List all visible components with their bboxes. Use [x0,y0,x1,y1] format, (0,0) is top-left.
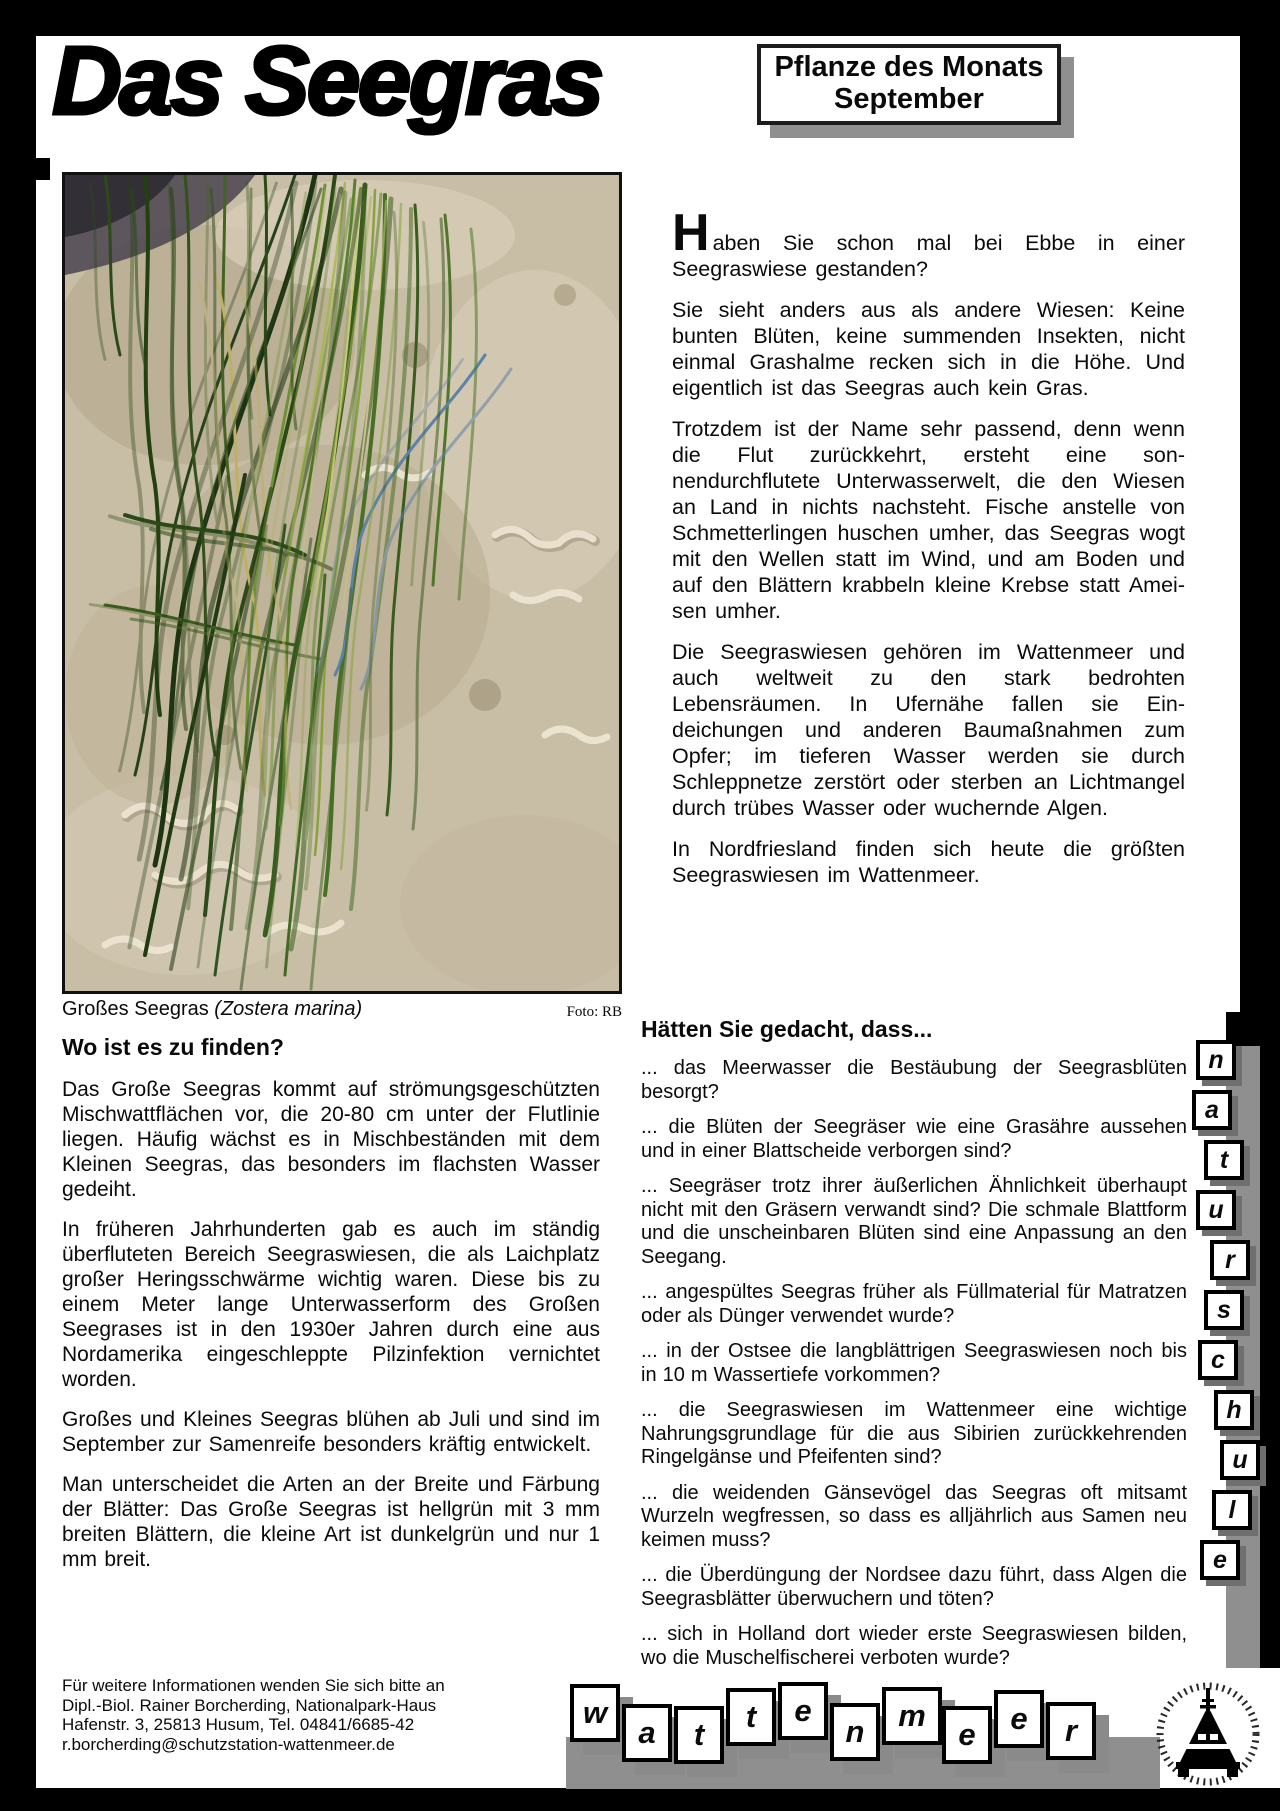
page-border-left [0,0,36,1811]
contact-block [62,1676,532,1754]
fact-item: ... die Überdüngung der Nordsee dazu führt, dass Algen die Seegrasblätter überwuchern und töten? [641,1564,1187,1610]
contact-line: Dipl.-Biol. Rainer Borcherding, Nationalpark-Haus [62,1695,437,1715]
fact-item: ... die weidenden Gänsevögel das Seegras oft mitsamt Wurzeln wegfressen, so dass es alljährlich aus Samen neu keimen muss? [641,1481,1187,1551]
initial-cap: H [672,204,710,262]
vertical-letter-tile: c [1198,1340,1238,1380]
facts-heading: Hätten Sie gedacht, dass... [641,1016,933,1042]
seagrass-photo-image [65,175,619,991]
bottom-letter-tile: n [830,1703,880,1761]
schutzstation-wattenmeer-lighthouse-logo [1152,1678,1264,1790]
photo-credit: Foto: RB [566,1004,622,1020]
photo-caption [62,998,482,1021]
left-paragraph: Großes und Kleines Seegras blühen ab Juli und sind im September zur Samenreife besonders kräftig entwickelt. [62,1408,600,1456]
right-paragraph: In Nordfriesland finden sich heute die größten Seegraswiesen im Wattenmeer. [672,837,1185,887]
vertical-letter-tile: e [1200,1540,1240,1580]
border-notch [30,158,50,180]
vertical-letter-tile: r [1210,1240,1250,1280]
bottom-letter-tile: e [994,1690,1044,1748]
vertical-letter-tile: l [1212,1490,1252,1530]
fact-item: ... die Blüten der Seegräser wie eine Grasähre aussehen und in einer Blattscheide verborgen sind? [641,1116,1187,1162]
bottom-letter-tile: t [674,1706,724,1764]
left-paragraph: In früheren Jahrhunderten gab es auch im ständig überfluteten Bereich Seegraswiesen, die als Laichplatz großer Heringsschwärme wichtig waren. Diese bis zu einem Meter lange Unterwasserform des Großen Seegrases ist in den 1930er Jahren durch eine aus Nordamerika eingeschleppte Pilzinfektion vernichtet worden. [62,1218,600,1391]
left-column-heading: Wo ist es zu finden? [62,1034,284,1060]
bottom-letter-tile: w [570,1684,620,1742]
vertical-letter-tile: n [1196,1040,1236,1080]
fact-item: ... in der Ostsee die langblättrigen Seegraswiesen noch bis in 10 m Wassertiefe vorkommen? [641,1340,1187,1386]
bottom-letter-tile: e [942,1706,992,1764]
badge-line1: Pflanze des Monats [774,51,1044,83]
intro-paragraph [672,204,1185,282]
photo-caption-species: (Zostera marina) [214,998,363,1020]
fact-item: ... die Seegraswiesen im Wattenmeer eine wichtige Nahrungsgrundlage für die aus Sibirien zurückkehrenden Ringelgänse und Pfeifenten sind? [641,1399,1187,1468]
bottom-letter-tile: r [1046,1702,1096,1760]
contact-line: Für weitere Informationen wenden Sie sich bitte an [62,1676,445,1695]
vertical-letter-tile: s [1204,1290,1244,1330]
contact-email: r.borcherding@schutzstation-wattenmeer.de [62,1734,395,1754]
month-badge [757,44,1061,125]
fact-item: ... das Meerwasser die Bestäubung der Seegrasblüten besorgt? [641,1057,1187,1103]
left-column [62,1034,600,1587]
fact-item: ... Seegräser trotz ihrer äußerlichen Ähnlichkeit überhaupt nicht mit den Gräsern verwandt sind? Die schmale Blattform und die unscheinbaren Blüten sind eine Anpassung an den Seegang. [641,1175,1187,1268]
right-paragraph: Trotzdem ist der Name sehr passend, denn wenn die Flut zurückkehrt, ersteht eine sonnendurchflutete Unterwasserwelt, die den Wiesen an Land in nichts nachsteht. Fische anstelle von Schmetterlingen huschen umher, das Seegras wogt mit den Wellen statt im Wind, und am Boden und auf den Blättern krabbeln kleine Krebse statt Ameisen umher. [672,417,1185,623]
right-paragraph: Sie sieht anders aus als andere Wiesen: Keine bunten Blüten, keine summenden Insekten, nicht einmal Grashalme recken sich in die Höhe. Und eigentlich ist das Seegras auch kein Gras. [672,298,1185,400]
vertical-letter-tile: u [1196,1190,1236,1230]
page-border-bottom [0,1788,1280,1811]
right-paragraph: Die Seegraswiesen gehören im Wattenmeer und auch weltweit zu den stark bedrohten Lebensräumen. In Ufernähe fallen sie Eindeichungen und anderen Baumaßnahmen zum Opfer; im tieferen Wasser werden sie durch Schleppnetze zerstört oder sterben an Lichtmangel durch trübes Wasser oder wuchernde Algen. [672,640,1185,820]
contact-line: Hafenstr. 3, 25813 Husum, Tel. 04841/6685-42 [62,1715,415,1734]
right-column [672,204,1185,903]
vertical-letter-tile: a [1192,1090,1232,1130]
photo-caption-name: Großes Seegras [62,998,209,1020]
intro-text: aben Sie schon mal bei Ebbe in einer Seegraswiese gestanden? [672,231,1185,281]
bottom-letter-tile: e [778,1682,828,1740]
badge-line2: September [834,83,984,116]
fact-item: ... sich in Holland dort wieder erste Seegraswiesen bilden, wo die Muschelfischerei verboten wurde? [641,1623,1187,1669]
bottom-letter-tile: m [882,1687,942,1745]
vertical-letter-tile: h [1214,1390,1254,1430]
vertical-letter-tile: t [1204,1140,1244,1180]
bottom-letter-tile: t [726,1688,776,1746]
fact-item: ... angespültes Seegras früher als Füllmaterial für Matratzen oder als Dünger verwendet wurde? [641,1281,1187,1327]
left-paragraph: Das Große Seegras kommt auf strömungsgeschützten Mischwattflächen vor, die 20-80 cm unter der Flutlinie liegen. Häufig wächst es in Mischbeständen mit dem Kleinen Seegras, das besonders im flachsten Wasser gedeiht. [62,1078,600,1201]
facts-section [641,1016,1187,1682]
left-paragraph: Man unterscheidet die Arten an der Breite und Färbung der Blätter: Das Große Seegras ist hellgrün mit 3 mm breiten Blättern, die kleine Art ist dunkelgrün und nur 1 mm breit. [62,1473,600,1571]
seagrass-photo [62,172,622,994]
bottom-letter-tile: a [622,1704,672,1762]
vertical-letter-tile: u [1220,1440,1260,1480]
page-title: Das Seegras [52,26,602,135]
